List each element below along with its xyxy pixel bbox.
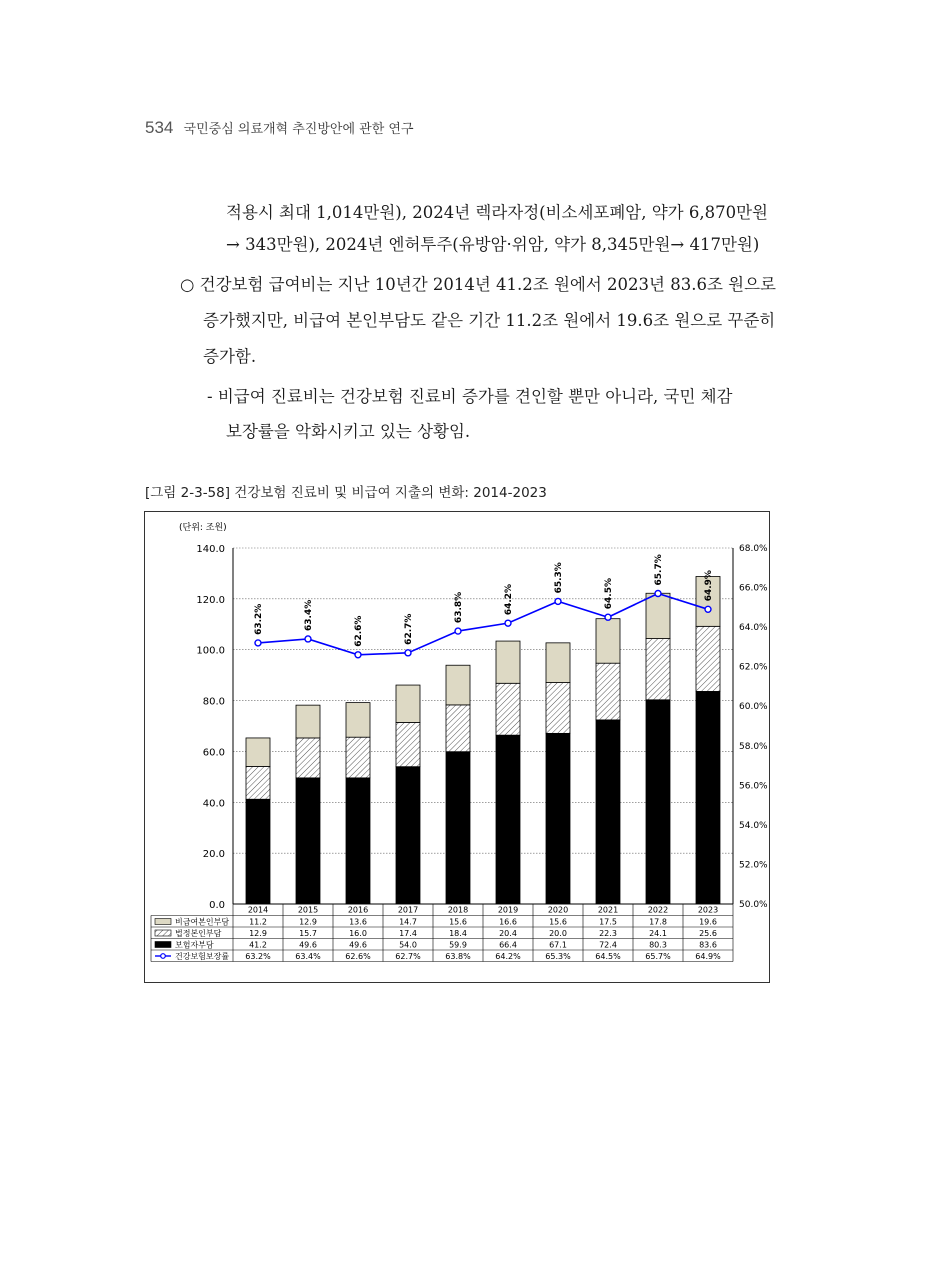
bar-insurer (696, 691, 720, 904)
bar-noncovered (246, 738, 270, 766)
coverage-rate-label: 64.9% (704, 570, 714, 602)
x-tick-label: 2014 (247, 905, 269, 915)
bar-noncovered (396, 685, 420, 722)
bar-legal-copay (246, 766, 270, 799)
table-cell: 67.1 (549, 940, 567, 950)
coverage-rate-label: 65.3% (554, 562, 564, 594)
table-cell: 17.4 (399, 929, 417, 938)
bar-insurer (296, 778, 320, 904)
y2-tick-label: 52.0% (739, 860, 768, 871)
bar-legal-copay (446, 705, 470, 752)
table-cell: 15.6 (549, 917, 567, 927)
legend-insurer-swatch (155, 942, 171, 948)
coverage-rate-label: 65.7% (654, 554, 664, 586)
legend-legal-swatch (155, 930, 171, 936)
coverage-rate-label: 64.5% (604, 577, 614, 610)
bar-legal-copay (346, 737, 370, 778)
coverage-rate-label: 63.8% (454, 591, 464, 624)
bar-insurer (346, 778, 370, 904)
table-cell: 54.0 (399, 940, 417, 950)
table-cell: 41.2 (249, 940, 267, 950)
legend-legal-label: 법정본인부담 (175, 929, 222, 938)
x-tick-label: 2023 (697, 905, 719, 915)
bar-noncovered (346, 703, 370, 738)
table-cell: 63.8% (445, 952, 471, 961)
table-cell: 64.5% (595, 952, 621, 961)
y2-tick-label: 68.0% (739, 544, 768, 554)
table-cell: 16.0 (349, 929, 367, 938)
table-cell: 65.3% (545, 952, 571, 961)
y2-tick-label: 60.0% (739, 702, 768, 713)
bar-insurer (596, 720, 620, 904)
dash-paragraph-line: - 비급여 진료비는 건강보험 진료비 증가를 견인할 뿐만 아니라, 국민 체감 (207, 387, 733, 406)
bar-insurer (446, 752, 470, 904)
figure-caption: [그림 2-3-58] 건강보험 진료비 및 비급여 지출의 변화: 2014-2023 (145, 485, 547, 501)
bar-legal-copay (596, 663, 620, 720)
coverage-rate-label: 62.7% (404, 613, 414, 645)
table-cell: 14.7 (399, 917, 417, 927)
x-tick-label: 2019 (497, 905, 519, 915)
legend-rate-label: 건강보험보장률 (175, 952, 230, 961)
table-cell: 62.6% (345, 952, 371, 961)
paragraph-line: → 343만원), 2024년 엔허투주(유방암·위암, 약가 8,345만원→ 417만원) (226, 235, 760, 254)
bar-legal-copay (546, 683, 570, 734)
table-cell: 11.2 (249, 917, 267, 927)
bar-legal-copay (646, 639, 670, 700)
unit-label: (단위: 조원) (179, 523, 227, 533)
table-cell: 17.8 (649, 917, 667, 927)
bar-insurer (546, 733, 570, 904)
x-tick-label: 2021 (597, 905, 619, 915)
x-tick-label: 2022 (647, 905, 669, 915)
table-cell: 25.6 (699, 929, 717, 938)
table-cell: 16.6 (499, 917, 517, 927)
x-tick-label: 2018 (447, 905, 469, 915)
paragraph-line: 증가했지만, 비급여 본인부담도 같은 기간 11.2조 원에서 19.6조 원으로 꾸준히 (203, 311, 776, 330)
table-cell: 15.7 (299, 929, 317, 938)
legend-noncovered-label: 비급여본인부담 (175, 917, 230, 927)
table-cell: 72.4 (599, 940, 617, 950)
table-cell: 62.7% (395, 952, 421, 961)
coverage-rate-point (305, 636, 311, 642)
bar-legal-copay (696, 626, 720, 691)
table-cell: 13.6 (349, 917, 367, 927)
y2-tick-label: 62.0% (739, 662, 768, 673)
table-cell: 12.9 (249, 929, 267, 938)
legend-noncovered-swatch (155, 919, 171, 925)
bar-noncovered (646, 593, 670, 638)
bar-noncovered (496, 641, 520, 683)
y-tick-label: 120.0 (196, 594, 225, 606)
table-cell: 83.6 (699, 940, 717, 950)
bar-noncovered (546, 643, 570, 683)
coverage-rate-label: 63.4% (304, 599, 314, 631)
paragraph-line: 보장률을 악화시키고 있는 상황임. (226, 422, 471, 441)
x-tick-label: 2015 (297, 905, 319, 915)
y2-tick-label: 64.0% (739, 623, 768, 634)
table-cell: 12.9 (299, 917, 317, 927)
coverage-rate-point (705, 606, 711, 612)
table-cell: 18.4 (449, 929, 467, 938)
bar-legal-copay (496, 683, 520, 735)
bar-noncovered (296, 705, 320, 738)
bar-noncovered (446, 665, 470, 705)
coverage-rate-point (255, 640, 261, 646)
bar-noncovered (596, 619, 620, 664)
table-cell: 20.0 (549, 929, 567, 938)
bar-insurer (646, 700, 670, 904)
coverage-rate-point (555, 598, 561, 604)
coverage-rate-point (605, 614, 611, 620)
coverage-rate-point (405, 650, 411, 656)
table-cell: 49.6 (299, 940, 317, 950)
y2-tick-label: 58.0% (739, 741, 768, 752)
y-tick-label: 100.0 (196, 645, 225, 657)
x-tick-label: 2017 (397, 905, 419, 915)
table-cell: 66.4 (499, 940, 517, 950)
table-cell: 19.6 (699, 917, 717, 927)
table-cell: 20.4 (499, 929, 517, 938)
table-cell: 22.3 (599, 929, 617, 938)
bar-legal-copay (396, 722, 420, 766)
y-tick-label: 60.0 (202, 747, 225, 759)
x-tick-label: 2020 (547, 905, 569, 915)
y-tick-label: 0.0 (209, 900, 225, 911)
paragraph-line: 적용시 최대 1,014만원), 2024년 렉라자정(비소세포폐암, 약가 6,870만원 (226, 203, 768, 222)
y-tick-label: 20.0 (202, 849, 225, 861)
coverage-rate-point (355, 652, 361, 658)
page-number: 534 (145, 118, 174, 137)
coverage-rate-line (258, 593, 708, 654)
table-cell: 63.2% (245, 952, 271, 961)
table-cell: 65.7% (645, 952, 671, 961)
page-header (145, 118, 414, 138)
table-cell: 64.9% (695, 952, 721, 961)
bar-legal-copay (296, 738, 320, 778)
legend-insurer-label: 보험자부담 (175, 940, 214, 950)
stacked-bar-chart (145, 512, 771, 984)
table-cell: 17.5 (599, 917, 617, 927)
table-cell: 49.6 (349, 940, 367, 950)
x-tick-label: 2016 (347, 905, 369, 915)
y2-tick-label: 56.0% (739, 781, 768, 792)
y2-tick-label: 50.0% (739, 900, 768, 910)
table-cell: 59.9 (449, 940, 467, 950)
coverage-rate-label: 62.6% (354, 615, 364, 647)
table-cell: 64.2% (495, 952, 521, 961)
coverage-rate-label: 63.2% (254, 603, 264, 635)
table-cell: 15.6 (449, 917, 467, 927)
y-tick-label: 140.0 (196, 544, 225, 555)
bullet-paragraph-line: ○ 건강보험 급여비는 지난 10년간 2014년 41.2조 원에서 2023년 83.6조 원으로 (180, 275, 776, 294)
y-tick-label: 40.0 (202, 798, 225, 810)
coverage-rate-label: 64.2% (504, 583, 514, 616)
y2-tick-label: 54.0% (739, 820, 768, 831)
bar-insurer (246, 799, 270, 904)
table-cell: 24.1 (649, 929, 667, 938)
coverage-rate-point (455, 628, 461, 634)
bar-insurer (496, 735, 520, 904)
bar-insurer (396, 767, 420, 904)
paragraph-line: 증가함. (203, 347, 257, 366)
coverage-rate-point (505, 620, 511, 626)
y2-tick-label: 66.0% (739, 583, 768, 594)
running-title: 국민중심 의료개혁 추진방안에 관한 연구 (183, 122, 414, 137)
chart-container (144, 511, 770, 983)
table-cell: 80.3 (649, 940, 667, 950)
coverage-rate-point (655, 590, 661, 596)
legend-point-key (161, 954, 166, 959)
table-cell: 63.4% (295, 952, 321, 961)
y-tick-label: 80.0 (202, 696, 225, 708)
